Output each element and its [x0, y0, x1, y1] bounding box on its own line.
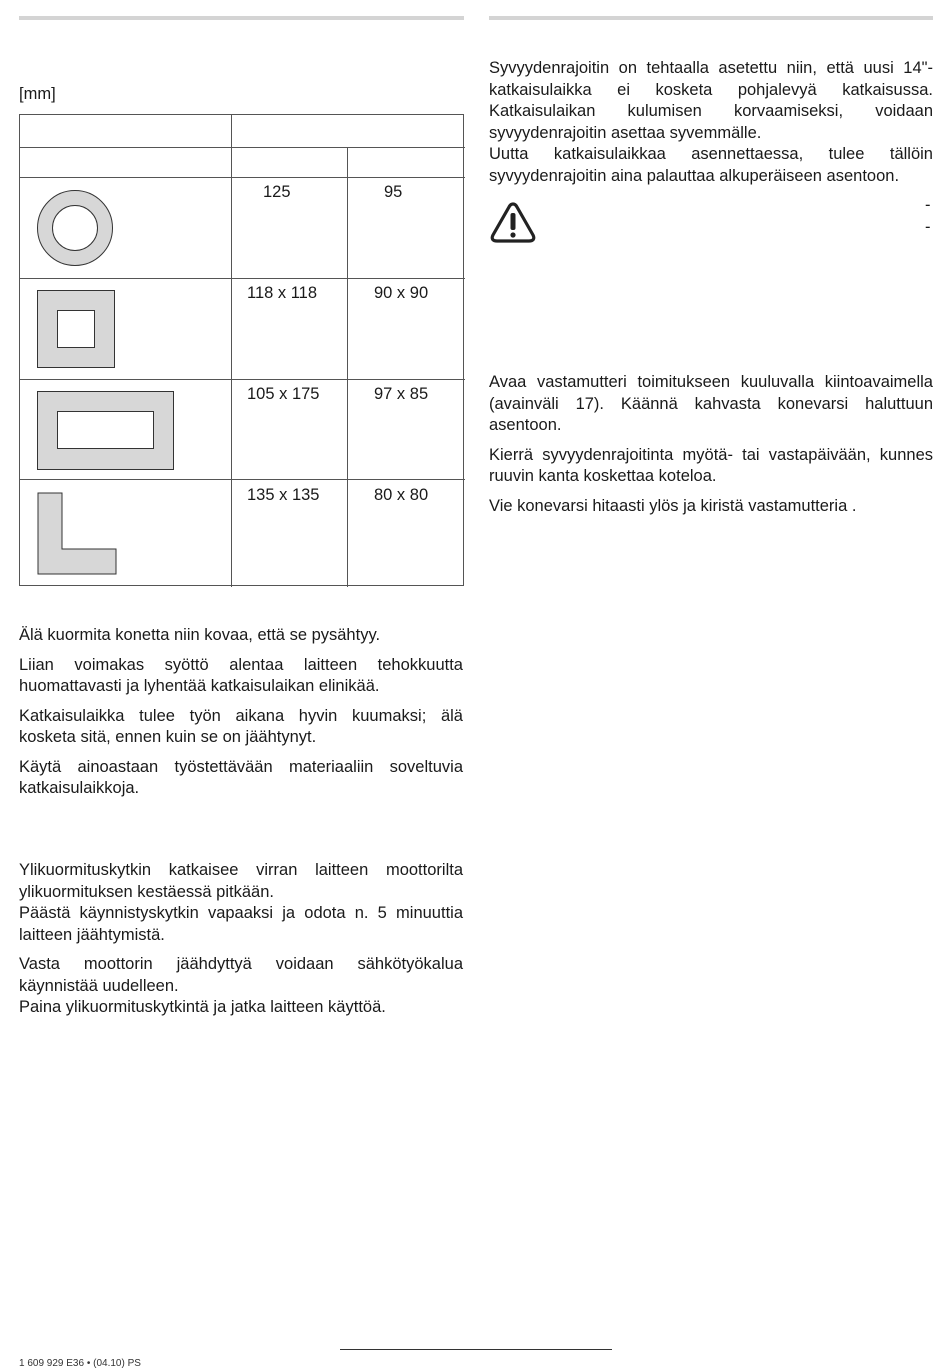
table-cell: 105 x 175 — [247, 385, 320, 403]
footer-code: 1 609 929 E36 • (04.10) PS — [19, 1358, 141, 1369]
table-cell: 95 — [384, 183, 403, 201]
paragraph: Vie konevarsi hitaasti ylös ja kiristä vastamutteria . — [489, 496, 857, 515]
right-text-block-a — [489, 58, 933, 187]
paragraph: Avaa vastamutteri toimitukseen kuuluvalla kiintoavaimella (avainväli 17). Käännä kahvasta konevarsi haluttuun asentoon. — [489, 373, 933, 434]
warning-triangle-icon — [489, 200, 537, 244]
table-cell: 125 — [263, 183, 291, 201]
angle-profile-icon — [36, 491, 118, 576]
paragraph: Älä kuormita konetta niin kovaa, että se pysähtyy. — [19, 626, 381, 644]
paragraph: Katkaisulaikka tulee työn aikana hyvin kuumaksi; älä kosketa sitä, ennen kuin se on jäähtynyt. — [19, 706, 463, 746]
left-text-block-a — [19, 625, 463, 808]
paragraph: Ylikuormituskytkin katkaisee virran laitteen moottorilta ylikuormituksen kestäessä pitkään. — [19, 861, 463, 901]
warning-dash: - — [925, 218, 931, 236]
paragraph: Vasta moottorin jäähdyttyä voidaan sähkötyökalua käynnistää uudelleen. — [19, 955, 463, 995]
table-cell: 135 x 135 — [247, 486, 320, 504]
right-text-block-b — [489, 372, 933, 525]
table-cell: 90 x 90 — [374, 284, 429, 302]
table-cell: 80 x 80 — [374, 486, 429, 504]
table-cell: 97 x 85 — [374, 385, 429, 403]
paragraph: Päästä käynnistyskytkin vapaaksi ja odota n. 5 minuuttia laitteen jäähtymistä. — [19, 904, 463, 944]
footer-rule — [340, 1349, 612, 1350]
paragraph: Uutta katkaisulaikkaa asennettaessa, tulee tällöin syvyydenrajoitin aina palauttaa alkuperäiseen asentoon. — [489, 145, 933, 185]
top-rule-right — [489, 16, 933, 20]
square-shape-icon — [37, 290, 115, 368]
circle-shape-icon — [37, 190, 113, 266]
rectangle-shape-icon — [37, 391, 174, 470]
left-text-block-b — [19, 860, 463, 1027]
table-cell: 118 x 118 — [247, 284, 318, 302]
warning-dash: - — [925, 196, 931, 214]
paragraph: Paina ylikuormituskytkintä ja jatka laitteen käyttöä. — [19, 998, 386, 1016]
paragraph: Kierrä syvyydenrajoitinta myötä- tai vastapäivään, kunnes ruuvin kanta koskettaa koteloa. — [489, 445, 933, 485]
paragraph: Liian voimakas syöttö alentaa laitteen tehokkuutta huomattavasti ja lyhentää katkaisulaikan elinikää. — [19, 655, 463, 695]
dimensions-table — [19, 114, 464, 586]
unit-label: [mm] — [19, 85, 56, 103]
paragraph: Käytä ainoastaan työstettävään materiaaliin soveltuvia katkaisulaikkoja. — [19, 757, 463, 797]
top-rule-left — [19, 16, 464, 20]
paragraph: Syvyydenrajoitin on tehtaalla asetettu niin, että uusi 14"-katkaisulaikka ei kosketa pohjalevyä katkaisussa. Katkaisulaikan kulumisen korvaamiseksi, voidaan syvyydenrajoitin asettaa syvemmälle. — [489, 59, 933, 142]
